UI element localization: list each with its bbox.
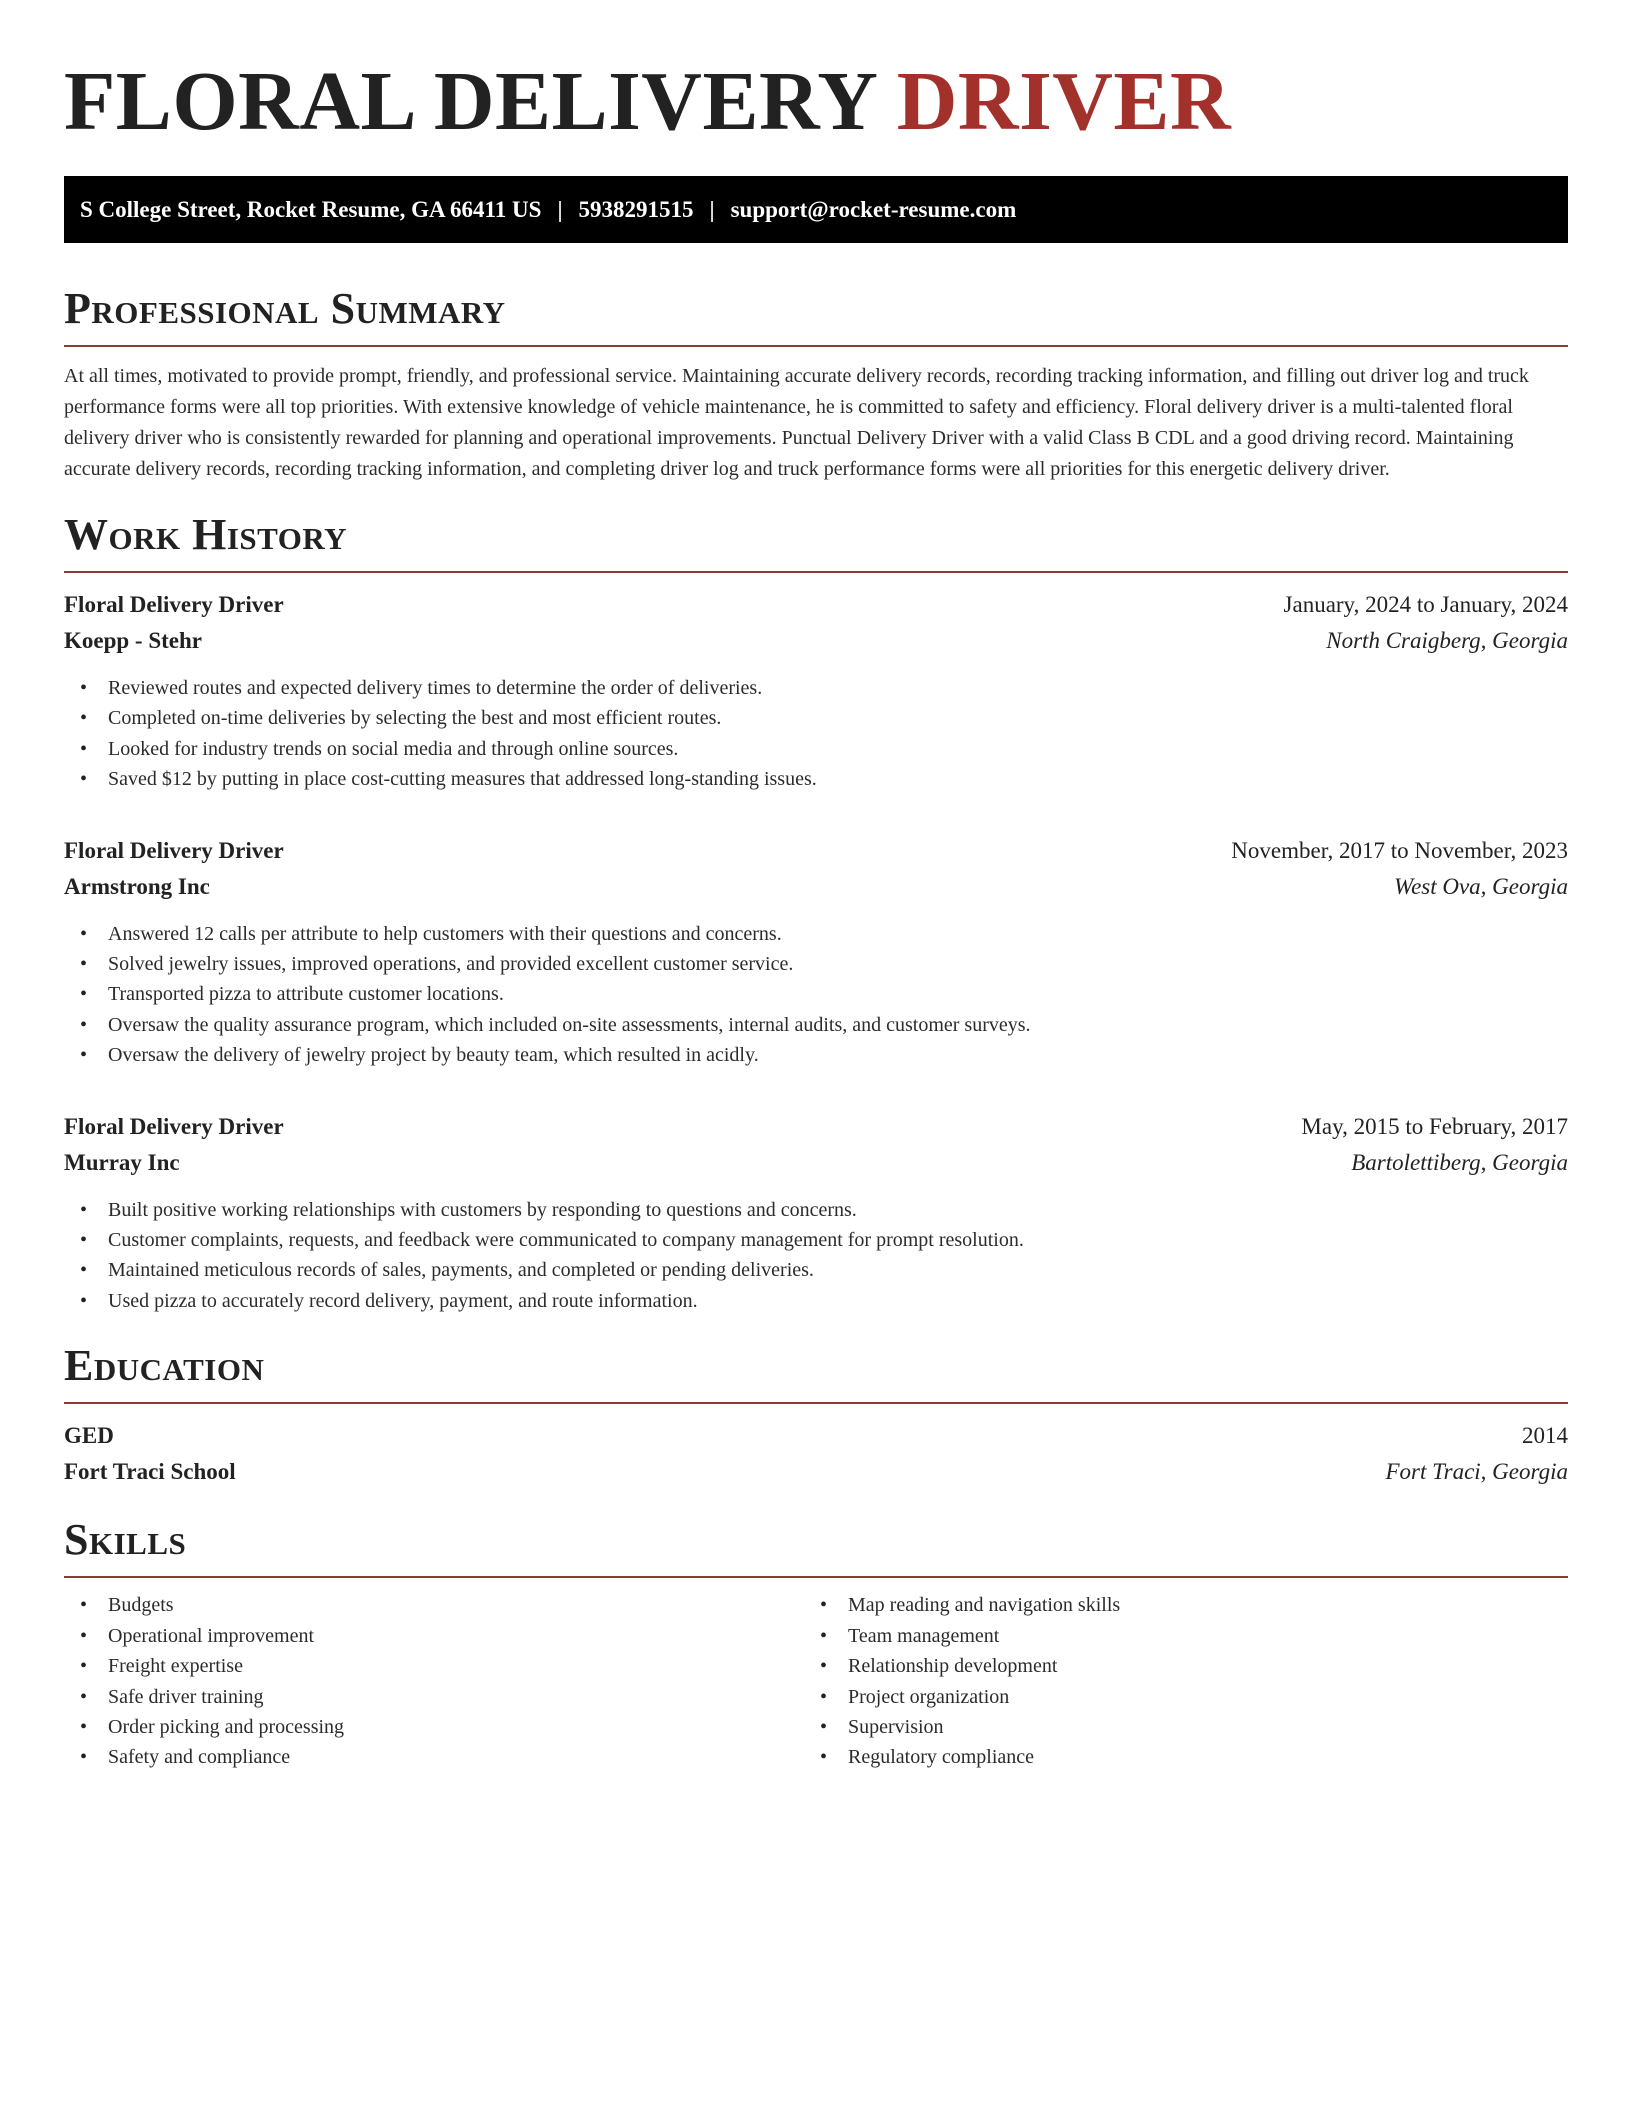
education-year: 2014 <box>1522 1423 1568 1449</box>
job-dates: May, 2015 to February, 2017 <box>1301 1113 1568 1139</box>
job-bullet: • Oversaw the quality assurance program, which included on-site assessments, internal audits, and customer surveys. <box>64 1010 1568 1040</box>
education-entry <box>64 1418 1568 1490</box>
contact-bar <box>64 176 1568 243</box>
job-bullet: • Oversaw the delivery of jewelry project by beauty team, which resulted in acidly. <box>64 1040 1568 1070</box>
job-header-row <box>64 1109 1568 1145</box>
job-company-row <box>64 869 1568 905</box>
skills-list <box>64 1590 1568 1772</box>
contact-phone: 5938291515 <box>578 196 694 222</box>
skill-item: • Relationship development <box>804 1651 1544 1681</box>
section-heading-work-history: Work History <box>64 509 1568 573</box>
job-company: Koepp - Stehr <box>64 628 202 653</box>
job-company-row <box>64 1145 1568 1181</box>
job-bullet: • Answered 12 calls per attribute to help customers with their questions and concerns. <box>64 919 1568 949</box>
job-entry <box>64 1109 1568 1317</box>
skill-item: • Safety and compliance <box>64 1742 804 1772</box>
skill-item: • Project organization <box>804 1682 1544 1712</box>
title-main: FLORAL DELIVERY <box>64 55 876 148</box>
skill-item: • Safe driver training <box>64 1682 804 1712</box>
job-location: North Craigberg, Georgia <box>1326 628 1568 653</box>
job-bullets <box>64 919 1568 1071</box>
job-bullet: • Maintained meticulous records of sales, payments, and completed or pending deliveries. <box>64 1255 1568 1285</box>
job-company: Armstrong Inc <box>64 873 210 899</box>
job-title: Floral Delivery Driver <box>64 1113 284 1139</box>
skill-item: • Regulatory compliance <box>804 1742 1544 1772</box>
job-company: Murray Inc <box>64 1149 180 1175</box>
job-bullets <box>64 1195 1568 1317</box>
skill-item: • Map reading and navigation skills <box>804 1590 1544 1620</box>
job-dates: January, 2024 to January, 2024 <box>1283 592 1568 617</box>
skill-item: • Freight expertise <box>64 1651 804 1681</box>
job-title: Floral Delivery Driver <box>64 837 284 863</box>
education-location: Fort Traci, Georgia <box>1385 1459 1568 1485</box>
job-title: Floral Delivery Driver <box>64 592 284 617</box>
skills-column-right <box>804 1590 1544 1772</box>
job-header-row <box>64 587 1568 623</box>
job-bullet: • Used pizza to accurately record delivery, payment, and route information. <box>64 1286 1568 1316</box>
skill-item: • Team management <box>804 1621 1544 1651</box>
education-header-row <box>64 1418 1568 1454</box>
job-bullet: • Transported pizza to attribute customer locations. <box>64 979 1568 1009</box>
job-entry <box>64 833 1568 1071</box>
job-location: West Ova, Georgia <box>1394 873 1568 899</box>
job-bullet: • Saved $12 by putting in place cost-cutting measures that addressed long-standing issues. <box>64 764 1568 794</box>
job-bullet: • Looked for industry trends on social media and through online sources. <box>64 734 1568 764</box>
skills-column-left <box>64 1590 804 1772</box>
summary-text: At all times, motivated to provide prompt, friendly, and professional service. Maintaining accurate delivery records, recording tracking information, and filling out driver log and truck performance forms were all top priorities. With extensive knowledge of vehicle maintenance, he is committed to safety and efficiency. Floral delivery driver is a multi-talented floral delivery driver who is consistently rewarded for planning and operational improvements. Punctual Delivery Driver with a valid Class B CDL and a good driving record. Maintaining accurate delivery records, recording tracking information, and completing driver log and truck performance forms were all priorities for this energetic delivery driver. <box>64 365 1529 480</box>
job-bullet: • Solved jewelry issues, improved operations, and provided excellent customer service. <box>64 949 1568 979</box>
contact-email: support@rocket-resume.com <box>730 196 1017 222</box>
title-accent: DRIVER <box>896 55 1232 148</box>
section-heading-summary: Professional Summary <box>64 283 1568 347</box>
job-location: Bartolettiberg, Georgia <box>1351 1149 1568 1175</box>
job-bullet: • Built positive working relationships with customers by responding to questions and concerns. <box>64 1195 1568 1225</box>
contact-address: S College Street, Rocket Resume, GA 66411 US <box>80 196 542 222</box>
job-bullet: • Reviewed routes and expected delivery times to determine the order of deliveries. <box>64 673 1568 703</box>
job-header-row <box>64 833 1568 869</box>
contact-separator: | <box>557 196 563 222</box>
job-dates: November, 2017 to November, 2023 <box>1231 837 1568 863</box>
section-heading-education: Education <box>64 1340 1568 1404</box>
job-bullets <box>64 673 1568 795</box>
education-school: Fort Traci School <box>64 1459 236 1485</box>
skill-item: • Budgets <box>64 1590 804 1620</box>
job-entry <box>64 587 1568 795</box>
education-school-row <box>64 1454 1568 1490</box>
resume-title <box>64 52 1568 152</box>
job-company-row <box>64 623 1568 659</box>
education-degree: GED <box>64 1423 114 1449</box>
contact-separator: | <box>709 196 715 222</box>
skill-item: • Order picking and processing <box>64 1712 804 1742</box>
skill-item: • Operational improvement <box>64 1621 804 1651</box>
job-bullet: • Completed on-time deliveries by selecting the best and most efficient routes. <box>64 703 1568 733</box>
job-bullet: • Customer complaints, requests, and feedback were communicated to company management for prompt resolution. <box>64 1225 1568 1255</box>
section-heading-skills: Skills <box>64 1514 1568 1578</box>
skill-item: • Supervision <box>804 1712 1544 1742</box>
